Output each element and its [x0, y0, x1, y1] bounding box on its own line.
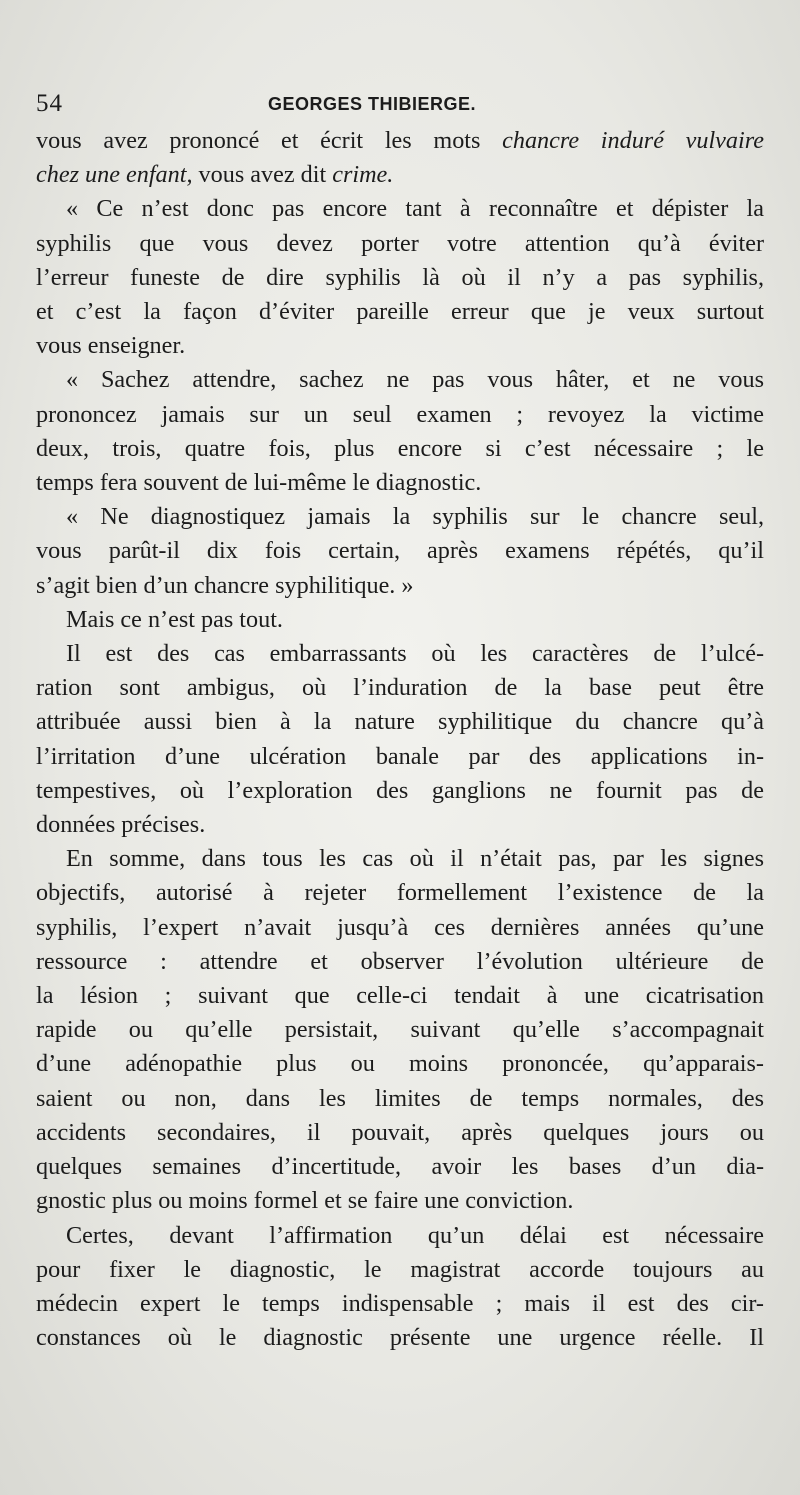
text-run: Certes, devant l’affirmation qu’un délai est nécessaire: [66, 1221, 764, 1249]
text-run: attribuée aussi bien à la nature syphilitique du chancre qu’à: [36, 708, 764, 736]
text-run: constances où le diagnostic présente une urgence réelle. Il: [36, 1324, 764, 1352]
text-line: [36, 1321, 764, 1355]
paragraph: [36, 842, 764, 1218]
text-run: En somme, dans tous les cas où il n’était pas, par les signes: [66, 845, 764, 873]
text-run: syphilis que vous devez porter votre attention qu’à éviter: [36, 229, 764, 257]
italic-text: crime.: [332, 161, 394, 189]
text-line: [36, 295, 764, 329]
text-line: [36, 603, 764, 637]
text-run: médecin expert le temps indispensable ; mais il est des cir-: [36, 1289, 764, 1317]
text-run: l’irritation d’une ulcération banale par des applications in-: [36, 742, 764, 770]
text-line: [36, 569, 764, 603]
paragraph: [36, 500, 764, 603]
text-line: [36, 500, 764, 534]
text-run: ressource : attendre et observer l’évolution ultérieure de: [36, 947, 764, 975]
text-line: [36, 774, 764, 808]
text-run: syphilis, l’expert n’avait jusqu’à ces dernières années qu’une: [36, 913, 764, 941]
text-line: [36, 192, 764, 226]
text-run: rapide ou qu’elle persistait, suivant qu’elle s’accompagnait: [36, 1016, 764, 1044]
page-number: 54: [36, 90, 63, 117]
text-run: accidents secondaires, il pouvait, après quelques jours ou: [36, 1118, 764, 1146]
text-line: [36, 124, 764, 158]
text-run: quelques semaines d’incertitude, avoir les bases d’un dia-: [36, 1153, 764, 1181]
text-run: la lésion ; suivant que celle-ci tendait à une cicatrisation: [36, 982, 764, 1010]
text-run: « Ne diagnostiquez jamais la syphilis sur le chancre seul,: [66, 503, 764, 531]
paragraph: [36, 124, 764, 192]
text-line: [36, 1150, 764, 1184]
text-line: [36, 1116, 764, 1150]
paragraph: [36, 637, 764, 842]
paragraph: [36, 1219, 764, 1356]
text-run: vous avez dit: [192, 161, 333, 189]
paragraph: [36, 192, 764, 363]
text-line: [36, 1082, 764, 1116]
text-line: [36, 1253, 764, 1287]
text-run: Il est des cas embarrassants où les caractères de l’ulcé-: [66, 640, 764, 668]
text-line: [36, 740, 764, 774]
text-run: d’une adénopathie plus ou moins prononcée, qu’apparais-: [36, 1050, 764, 1078]
text-run: et c’est la façon d’éviter pareille erreur que je veux surtout: [36, 298, 764, 326]
text-run: Mais ce n’est pas tout.: [66, 605, 283, 633]
text-line: [36, 1219, 764, 1253]
text-line: [36, 671, 764, 705]
text-run: deux, trois, quatre fois, plus encore si c’est nécessaire ; le: [36, 434, 764, 462]
text-line: [36, 637, 764, 671]
text-line: [36, 705, 764, 739]
paragraph: [36, 363, 764, 500]
italic-text: chancre induré vulvaire: [502, 127, 764, 154]
text-line: [36, 227, 764, 261]
page-header: [36, 90, 756, 124]
text-run: gnostic plus ou moins formel et se faire une conviction.: [36, 1187, 574, 1215]
text-run: vous avez prononcé et écrit les mots: [36, 127, 503, 154]
text-run: vous parût-il dix fois certain, après examens répétés, qu’il: [36, 537, 764, 565]
text-line: [36, 158, 764, 192]
text-line: [36, 398, 764, 432]
text-line: [36, 534, 764, 568]
text-line: [36, 432, 764, 466]
text-run: vous enseigner.: [36, 332, 186, 360]
text-line: [36, 808, 764, 842]
text-line: [36, 945, 764, 979]
text-run: « Sachez attendre, sachez ne pas vous hâter, et ne vous: [66, 366, 764, 394]
text-line: [36, 363, 764, 397]
text-line: [36, 1184, 764, 1218]
text-run: temps fera souvent de lui-même le diagnostic.: [36, 469, 482, 497]
body-text: [36, 124, 764, 1355]
text-run: l’erreur funeste de dire syphilis là où il n’y a pas syphilis,: [36, 263, 764, 291]
text-run: ration sont ambigus, où l’induration de la base peut être: [36, 674, 764, 702]
paragraph: [36, 603, 764, 637]
text-line: [36, 1047, 764, 1081]
text-line: [36, 979, 764, 1013]
text-run: objectifs, autorisé à rejeter formellement l’existence de la: [36, 879, 764, 907]
text-line: [36, 466, 764, 500]
running-head: GEORGES THIBIERGE.: [268, 94, 477, 114]
text-line: [36, 329, 764, 363]
text-line: [36, 876, 764, 910]
text-run: tempestives, où l’exploration des ganglions ne fournit pas de: [36, 776, 764, 804]
italic-text: chez une enfant,: [36, 161, 193, 189]
text-run: pour fixer le diagnostic, le magistrat accorde toujours au: [36, 1255, 764, 1283]
text-run: saient ou non, dans les limites de temps normales, des: [36, 1084, 764, 1112]
text-run: prononcez jamais sur un seul examen ; revoyez la victime: [36, 400, 764, 428]
text-line: [36, 842, 764, 876]
text-run: « Ce n’est donc pas encore tant à reconnaître et dépister la: [66, 195, 764, 223]
text-run: s’agit bien d’un chancre syphilitique. »: [36, 571, 414, 599]
text-line: [36, 911, 764, 945]
text-line: [36, 1013, 764, 1047]
text-line: [36, 1287, 764, 1321]
text-line: [36, 261, 764, 295]
text-run: données précises.: [36, 811, 206, 839]
